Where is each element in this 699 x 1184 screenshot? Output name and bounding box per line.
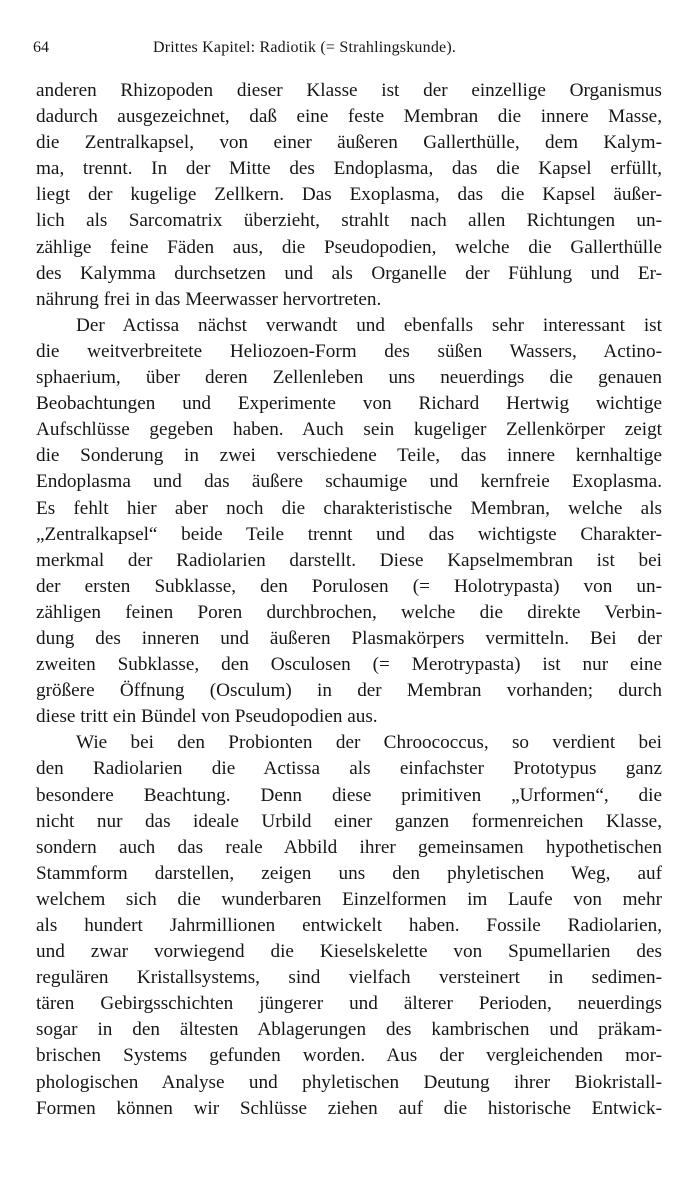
text-line: Es fehlt hier aber noch die charakteristische Membran, welche als xyxy=(36,497,662,519)
text-line: die Zentralkapsel, von einer äußeren Gallerthülle, dem Kalym- xyxy=(36,132,662,154)
text-line: Der Actissa nächst verwandt und ebenfalls sehr interessant ist xyxy=(76,314,662,336)
text-line: Endoplasma und das äußere schaumige und kernfreie Exoplasma. xyxy=(36,471,662,493)
text-line: als hundert Jahrmillionen entwickelt haben. Fossile Radiolarien, xyxy=(36,915,662,936)
text-line: „Zentralkapsel“ beide Teile trennt und das wichtigste Charakter- xyxy=(36,523,662,545)
text-line: regulären Kristallsystems, sind vielfach versteinert in sedimen- xyxy=(36,967,662,989)
text-line: Formen können wir Schlüsse ziehen auf die historische Entwick- xyxy=(36,1097,662,1119)
text-line: zweiten Subklasse, den Osculosen (= Merotrypasta) ist nur eine xyxy=(36,654,662,676)
text-line: sogar in den ältesten Ablagerungen des kambrischen und präkam- xyxy=(36,1019,662,1041)
text-line: besondere Beachtung. Denn diese primitiven „Urformen“, die xyxy=(36,784,662,806)
text-line: des Kalymma durchsetzen und als Organelle der Fühlung und Er- xyxy=(36,262,662,284)
text-line: sondern auch das reale Abbild ihrer gemeinsamen hypothetischen xyxy=(36,836,662,858)
page-header xyxy=(33,38,665,62)
text-line: Aufschlüsse gegeben haben. Auch sein kugeliger Zellenkörper zeigt xyxy=(36,419,662,441)
text-line: nährung frei in das Meerwasser hervortreten. xyxy=(36,288,382,310)
text-line: phologischen Analyse und phyletischen Deutung ihrer Biokristall- xyxy=(36,1071,662,1093)
text-line: zähligen feinen Poren durchbrochen, welche die direkte Verbin- xyxy=(36,601,662,623)
text-line: brischen Systems gefunden worden. Aus der vergleichenden mor- xyxy=(36,1045,662,1067)
text-line: der ersten Subklasse, den Porulosen (= Holotrypasta) von un- xyxy=(36,575,662,597)
text-line: welchem sich die wunderbaren Einzelformen im Laufe von mehr xyxy=(36,888,662,910)
text-line: dung des inneren und äußeren Plasmakörpers vermitteln. Bei der xyxy=(36,627,662,649)
text-line: anderen Rhizopoden dieser Klasse ist der einzellige Organismus xyxy=(36,80,662,101)
text-line: nicht nur das ideale Urbild einer ganzen formenreichen Klasse, xyxy=(36,810,662,832)
text-line: die weitverbreitete Heliozoen-Form des süßen Wassers, Actino- xyxy=(36,340,662,362)
text-line: tären Gebirgsschichten jüngerer und älterer Perioden, neuerdings xyxy=(36,993,662,1015)
text-line: sphaerium, über deren Zellenleben uns neuerdings die genauen xyxy=(36,367,662,389)
running-title: Drittes Kapitel: Radiotik (= Strahlingskunde). xyxy=(153,39,457,56)
text-line: lich als Sarcomatrix überzieht, strahlt nach allen Richtungen un- xyxy=(36,210,662,232)
text-line: Beobachtungen und Experimente von Richard Hertwig wichtige xyxy=(36,393,662,415)
text-line: merkmal der Radiolarien darstellt. Diese Kapselmembran ist bei xyxy=(36,549,662,571)
text-line: Wie bei den Probionten der Chroococcus, so verdient bei xyxy=(76,732,662,754)
text-line: liegt der kugelige Zellkern. Das Exoplasma, das die Kapsel äußer- xyxy=(36,184,662,206)
text-line: ma, trennt. In der Mitte des Endoplasma, das die Kapsel erfüllt, xyxy=(36,158,662,180)
text-line: die Sonderung in zwei verschiedene Teile, das innere kernhaltige xyxy=(36,445,662,467)
text-line: diese tritt ein Bündel von Pseudopodien aus. xyxy=(36,706,378,728)
text-line: Stammform darstellen, zeigen uns den phyletischen Weg, auf xyxy=(36,862,662,884)
text-line: zählige feine Fäden aus, die Pseudopodien, welche die Gallerthülle xyxy=(36,236,662,258)
text-line: den Radiolarien die Actissa als einfachster Prototypus ganz xyxy=(36,758,662,780)
text-line: größere Öffnung (Osculum) in der Membran vorhanden; durch xyxy=(36,680,662,702)
body-text xyxy=(36,78,662,1122)
page-number: 64 xyxy=(33,39,49,56)
text-line: dadurch ausgezeichnet, daß eine feste Membran die innere Masse, xyxy=(36,106,662,128)
text-line: und zwar vorwiegend die Kieselskelette von Spumellarien des xyxy=(36,941,662,963)
